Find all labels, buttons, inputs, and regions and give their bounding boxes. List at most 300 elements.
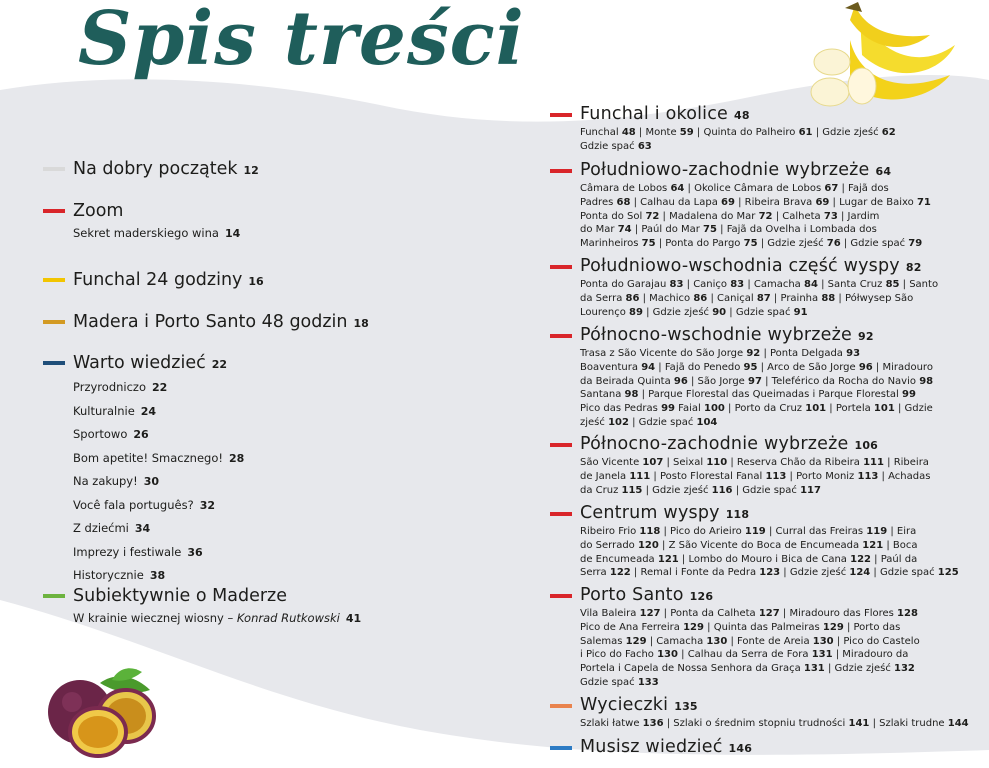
entry-label[interactable]: | Porto das [843, 621, 901, 633]
section-title: Wycieczki [580, 695, 669, 715]
toc-section[interactable] [73, 200, 240, 246]
entry-label[interactable]: | Caniço [683, 279, 731, 290]
page-number: 41 [345, 612, 362, 625]
page-number: 101 [805, 403, 827, 415]
subsection-item[interactable] [73, 222, 240, 246]
page-number: 141 [848, 718, 870, 729]
section-color-bar [43, 320, 65, 324]
entry-label[interactable]: | Miradouro das Flores [779, 608, 898, 619]
page-number: 106 [854, 439, 879, 452]
page-number: 99 [661, 403, 675, 415]
entry-line [580, 182, 931, 196]
page-number: 131 [811, 649, 833, 661]
entry-label[interactable]: | Ponta da Calheta [660, 608, 759, 619]
page-title: Spis treści [78, 0, 525, 82]
page-number: 94 [641, 361, 656, 373]
entry-label[interactable]: | Seixal [663, 457, 707, 468]
page-number: 102 [608, 416, 629, 428]
page-number: 118 [725, 508, 750, 521]
entry-label[interactable]: | Fajã da Ovelha i Lombada dos [716, 224, 877, 236]
toc-section[interactable] [73, 585, 361, 631]
page-number: 68 [616, 196, 631, 208]
section-heading[interactable] [73, 269, 264, 293]
subsection-item[interactable] [73, 470, 244, 494]
subsection-label: W krainie wiecznej wiosny – [73, 611, 237, 625]
page-number: 132 [894, 663, 915, 675]
section-heading[interactable] [73, 585, 361, 607]
page-number: 76 [826, 238, 841, 250]
page-number: 130 [812, 635, 834, 647]
entry-label[interactable]: de Encumeada [580, 553, 658, 565]
subsection-item[interactable] [73, 607, 361, 631]
page-number: 63 [637, 140, 652, 152]
page-number: 59 [679, 127, 694, 138]
page-number: 129 [625, 635, 647, 647]
entry-label[interactable]: | Ponta Delgada [760, 348, 847, 359]
toc-section[interactable] [73, 158, 259, 182]
entry-label[interactable]: Vila Baleira [580, 608, 640, 619]
entry-label[interactable]: Marinheiros [580, 238, 642, 250]
section-heading[interactable] [580, 737, 752, 759]
section-color-bar [43, 361, 65, 365]
page-number: 127 [758, 608, 780, 619]
entry-label[interactable]: | Porto Moniz [786, 470, 858, 482]
entry-label[interactable]: da Cruz [580, 484, 622, 496]
toc-section[interactable] [580, 325, 933, 430]
subsection-label: Sportowo [73, 427, 128, 441]
page-number: 127 [639, 608, 661, 619]
entry-label[interactable]: | Jardim [837, 210, 880, 222]
entry-line [580, 470, 930, 484]
page-number: 84 [804, 279, 818, 290]
page-number: 69 [815, 196, 830, 208]
entry-label[interactable]: Padres [580, 196, 617, 208]
page-number: 120 [637, 539, 659, 551]
page-number: 104 [696, 416, 718, 428]
page-number: 14 [224, 227, 241, 240]
entry-label[interactable]: | Gdzie zjeść [757, 238, 827, 250]
page-number: 115 [621, 484, 643, 496]
section-title: Południowo-zachodnie wybrzeże [580, 160, 870, 180]
author-name: Konrad Rutkowski [236, 611, 340, 625]
entry-line [580, 539, 959, 553]
entry-label[interactable]: Faial [674, 403, 704, 415]
page-number: 129 [822, 621, 844, 633]
page-number: 111 [629, 470, 651, 482]
section-title: Madera i Porto Santo 48 godzin [73, 312, 348, 332]
page-number: 36 [187, 545, 203, 559]
entry-label[interactable]: Gdzie spać [580, 676, 638, 688]
entry-label[interactable]: | Teleférico da Rocha do Navio [761, 375, 920, 387]
entry-label[interactable]: | Pico do Arieiro [660, 526, 745, 537]
entry-line [580, 237, 931, 251]
entry-line [580, 402, 933, 416]
page-number: 96 [673, 375, 688, 387]
page-number: 111 [863, 457, 884, 468]
page-number: 34 [134, 522, 151, 535]
entry-label[interactable]: do Serrado [580, 539, 638, 551]
page-number: 72 [758, 210, 773, 222]
section-heading[interactable] [73, 311, 369, 335]
entry-label[interactable]: Serra [580, 567, 610, 579]
entry-line [580, 621, 920, 635]
entry-label[interactable]: | Pico do Castelo [833, 635, 920, 647]
page-number: 116 [711, 484, 733, 496]
entry-label[interactable]: | Gdzie zjeść [824, 663, 895, 675]
toc-section[interactable] [73, 269, 264, 293]
entry-label[interactable]: | Camacha [744, 279, 804, 290]
entry-label[interactable]: | Miradouro da [832, 649, 909, 661]
page-number: 64 [875, 165, 892, 178]
page-number: 22 [152, 381, 168, 394]
section-title: Subiektywnie o Maderze [73, 586, 287, 606]
page-number: 146 [728, 742, 753, 755]
page-number: 125 [937, 567, 959, 579]
page-number: 64 [670, 183, 685, 194]
page-number: 113 [765, 470, 787, 482]
page-number: 67 [824, 183, 839, 194]
page-number: 121 [862, 539, 884, 551]
subsection-item[interactable] [73, 517, 244, 541]
section-heading[interactable] [73, 200, 240, 222]
subsection-item[interactable] [73, 376, 244, 400]
subsection-item[interactable] [73, 564, 244, 588]
entry-label[interactable]: | Gdzie spać [870, 567, 938, 579]
page-number: 82 [905, 261, 922, 274]
section-heading[interactable] [73, 352, 244, 376]
toc-section[interactable] [580, 160, 931, 251]
entry-label[interactable]: | Fajã dos [838, 183, 889, 194]
entry-label[interactable]: | Arco de São Jorge [757, 361, 859, 373]
page-number: 18 [353, 317, 369, 330]
page-number: 22 [211, 358, 228, 371]
entry-label[interactable]: i Pico do Facho [580, 649, 658, 661]
entry-label[interactable]: | Gdzie zjeść [642, 306, 713, 318]
entry-label[interactable]: do Mar [580, 224, 618, 236]
subsection-label: Na zakupy! [73, 474, 138, 488]
page-number: 96 [858, 361, 873, 373]
entry-label[interactable]: Pico de Ana Ferreira [580, 621, 684, 633]
section-title: Zoom [73, 201, 124, 221]
page-number: 117 [800, 484, 821, 496]
toc-section[interactable] [580, 585, 920, 690]
toc-section[interactable] [73, 311, 369, 335]
entry-label[interactable]: de Janela [580, 470, 630, 482]
page-number: 85 [885, 279, 900, 290]
entry-label[interactable]: | Półwysep São [835, 292, 914, 304]
entry-label[interactable]: | Gdzie spać [726, 306, 794, 318]
section-color-bar [550, 113, 572, 117]
page-number: 83 [730, 279, 745, 290]
entry-label[interactable]: Boaventura [580, 361, 642, 373]
page-number: 87 [756, 292, 771, 304]
toc-section[interactable] [73, 352, 244, 588]
entry-label[interactable]: | Remal i Fonte da Pedra [630, 567, 760, 579]
section-color-bar [550, 704, 572, 708]
subsection-label: Przyrodniczo [73, 380, 146, 394]
section-title: Warto wiedzieć [73, 353, 206, 373]
entry-line [580, 525, 959, 539]
page-number: 48 [621, 127, 636, 138]
entry-label[interactable]: Funchal [580, 127, 622, 138]
section-heading[interactable] [580, 325, 933, 347]
entry-label[interactable]: | Z São Vicente do Boca de Encumeada [658, 539, 863, 551]
page-number: 12 [243, 164, 259, 177]
entry-label[interactable]: | Gdzie spać [628, 416, 697, 428]
page-number: 98 [919, 375, 934, 387]
subsection-label: Bom apetite! Smacznego! [73, 450, 223, 465]
section-title: Porto Santo [580, 585, 684, 605]
entry-line [580, 292, 938, 306]
page-number: 95 [743, 361, 758, 373]
page-number: 24 [140, 404, 157, 418]
entry-label[interactable]: | Gdzie zjeść [812, 127, 882, 138]
section-color-bar [550, 512, 572, 516]
entry-label[interactable]: | Curral das Freiras [765, 526, 867, 537]
subsection-item[interactable] [73, 400, 244, 424]
page-number: 75 [743, 238, 758, 250]
section-heading[interactable] [580, 434, 930, 456]
toc-section[interactable] [580, 434, 930, 497]
section-title: Musisz wiedzieć [580, 737, 723, 757]
section-heading[interactable] [73, 158, 259, 182]
entry-label[interactable]: | Lugar de Baixo [829, 196, 917, 208]
entry-label[interactable]: | Miradouro [872, 361, 933, 373]
entry-label[interactable]: Pico das Pedras [580, 403, 662, 415]
section-color-bar [550, 265, 572, 269]
section-color-bar [43, 209, 65, 213]
entry-label[interactable]: Ponta do Garajau [580, 279, 670, 290]
entry-label[interactable]: da Serra [580, 292, 626, 304]
toc-section[interactable] [580, 104, 896, 154]
entry-label[interactable]: | Madalena do Mar [659, 210, 759, 222]
page-number: 122 [609, 567, 631, 579]
section-title: Północno-zachodnie wybrzeże [580, 434, 849, 454]
page-number: 131 [803, 663, 825, 675]
page-number: 119 [744, 526, 766, 537]
page-number: 91 [793, 306, 808, 318]
entry-label[interactable]: | Eira [887, 526, 917, 537]
entry-line [580, 635, 920, 649]
entry-label[interactable]: Ribeiro Frio [580, 526, 640, 537]
entry-line [580, 126, 896, 140]
section-heading[interactable] [580, 585, 920, 607]
entry-label[interactable]: | Fajã do Penedo [655, 361, 744, 373]
entry-label[interactable]: | Posto Florestal Fanal [650, 470, 766, 482]
entry-line [580, 223, 931, 237]
page-number: 61 [798, 127, 813, 138]
section-title: Północno-wschodnie wybrzeże [580, 325, 852, 345]
entry-label[interactable]: | Ponta do Pargo [655, 238, 744, 250]
page-number: 123 [759, 567, 781, 579]
page-number: 128 [897, 608, 918, 619]
page-number: 100 [704, 403, 725, 415]
entry-line [580, 140, 896, 154]
entry-label[interactable]: Câmara de Lobos [580, 183, 671, 194]
entry-line [580, 648, 920, 662]
entry-label[interactable]: | Boca [883, 539, 918, 551]
page-number: 62 [881, 127, 896, 138]
page-number: 126 [689, 590, 714, 603]
page-number: 99 [902, 389, 916, 401]
page-number: 32 [199, 498, 215, 512]
entry-label[interactable]: | Quinta do Palheiro [693, 127, 799, 138]
entry-label[interactable]: Salemas [580, 635, 626, 647]
entry-label[interactable]: | Gdzie spać [840, 238, 909, 250]
subsection-label: Sekret maderskiego wina [73, 226, 219, 240]
page-number: 98 [624, 389, 639, 401]
subsection-item[interactable] [73, 494, 244, 518]
entry-label[interactable]: | Achadas [878, 470, 931, 482]
entry-line [580, 662, 920, 676]
page-number: 90 [712, 306, 727, 318]
toc-section[interactable] [580, 695, 969, 731]
entry-label[interactable]: | Paúl do Mar [631, 224, 704, 236]
page-number: 130 [706, 635, 728, 647]
entry-line [580, 361, 933, 375]
entry-label[interactable]: Lourenço [580, 306, 630, 318]
entry-label[interactable]: Trasa z São Vicente do São Jorge [580, 348, 747, 359]
entry-label[interactable]: | Lombo do Mouro i Bica de Cana [678, 553, 851, 565]
entry-line [580, 553, 959, 567]
section-heading[interactable] [580, 503, 959, 525]
entry-label[interactable]: | São Jorge [687, 375, 749, 387]
page-number: 101 [873, 403, 895, 415]
entry-label[interactable]: Ponta do Sol [580, 210, 646, 222]
page-number: 92 [746, 348, 761, 359]
entry-line [580, 456, 930, 470]
page-number: 97 [748, 375, 762, 387]
page-number: 110 [706, 457, 728, 468]
page-number: 73 [823, 210, 838, 222]
entry-label[interactable]: | Gdzie spać [732, 484, 801, 496]
page-number: 124 [849, 567, 871, 579]
entry-line [580, 566, 959, 580]
entry-label[interactable]: | Gdzie zjeść [780, 567, 850, 579]
entry-label[interactable]: | Calhau da Serra de Fora [677, 649, 812, 661]
section-title: Centrum wyspy [580, 503, 720, 523]
entry-label[interactable]: | Caniçal [707, 292, 757, 304]
entry-label[interactable]: | Paúl da [871, 553, 918, 565]
subsection-label: Kulturalnie [73, 403, 135, 418]
page-number: 28 [228, 451, 245, 465]
entry-label[interactable]: Santana [580, 389, 625, 401]
entry-label[interactable]: | Portela [826, 403, 874, 415]
page-number: 75 [703, 224, 717, 236]
entry-label[interactable]: | Santo [899, 279, 939, 290]
page-number: 48 [734, 109, 750, 122]
entry-line [580, 375, 933, 389]
section-title: Na dobry początek [73, 159, 238, 179]
entry-label[interactable]: | Gdzie [894, 403, 933, 415]
section-heading[interactable] [580, 695, 969, 717]
entry-label[interactable]: | Reserva Chão da Ribeira [727, 457, 864, 468]
page-number: 16 [248, 275, 264, 288]
entry-line [580, 196, 931, 210]
entry-label[interactable]: Szlaki łatwe [580, 718, 643, 729]
section-color-bar [550, 443, 572, 447]
entry-label[interactable]: | Okolice Câmara de Lobos [684, 183, 825, 194]
toc-section[interactable] [580, 256, 938, 319]
page-number: 74 [617, 224, 632, 236]
entry-label[interactable]: | Quinta das Palmeiras [703, 621, 823, 633]
toc-section[interactable] [580, 737, 752, 759]
entry-label[interactable]: | Monte [635, 127, 680, 138]
page-number: 92 [857, 330, 874, 343]
page-number: 130 [657, 649, 678, 661]
entry-label[interactable]: da Beirada Quinta [580, 375, 674, 387]
subsection-item[interactable] [73, 541, 244, 565]
entry-label[interactable]: | Prainha [770, 292, 822, 304]
section-color-bar [43, 167, 65, 171]
section-color-bar [550, 594, 572, 598]
entry-label[interactable]: | Porto da Cruz [724, 403, 806, 415]
page-number: 88 [821, 292, 836, 304]
entry-label[interactable]: | Szlaki o średnim stopniu trudności [663, 718, 849, 729]
entry-label[interactable]: Portela i Capela de Nossa Senhora da Graça [580, 663, 804, 675]
entry-label[interactable]: São Vicente [580, 457, 643, 468]
page-number: 86 [693, 292, 708, 304]
page-number: 136 [642, 718, 664, 729]
entry-label[interactable]: | Ribeira [883, 457, 929, 468]
section-color-bar [43, 278, 65, 282]
entry-label[interactable]: | Calheta [772, 210, 824, 222]
section-color-bar [550, 746, 572, 750]
page-number: 144 [947, 718, 969, 729]
page-number: 133 [637, 676, 659, 688]
page-number: 86 [625, 292, 640, 304]
subsection-label: Z dziećmi [73, 521, 129, 535]
entry-label[interactable]: Gdzie spać [580, 140, 638, 152]
section-heading[interactable] [580, 104, 896, 126]
entry-label[interactable]: | Szlaki trudne [869, 718, 948, 729]
section-heading[interactable] [580, 160, 931, 182]
subsection-item[interactable] [73, 423, 244, 447]
entry-label[interactable]: zjeść [580, 416, 609, 428]
entry-label[interactable]: | Parque Florestal das Queimadas i Parque Florestal [638, 389, 902, 401]
toc-section[interactable] [580, 503, 959, 580]
entry-label[interactable]: | Camacha [646, 635, 707, 647]
entry-label[interactable]: | Ribeira Brava [734, 196, 816, 208]
entry-line [580, 416, 933, 430]
page-number: 72 [645, 210, 660, 222]
section-color-bar [550, 169, 572, 173]
page-number: 118 [639, 526, 661, 537]
entry-label[interactable]: | Santa Cruz [817, 279, 886, 290]
page-number: 107 [642, 457, 664, 468]
subsection-label: Historycznie [73, 568, 144, 582]
subsection-item[interactable] [73, 447, 244, 471]
entry-line [580, 278, 938, 292]
page-number: 121 [657, 553, 679, 565]
entry-label[interactable]: | Calhau da Lapa [630, 196, 722, 208]
entry-line [580, 484, 930, 498]
entry-label[interactable]: | Machico [639, 292, 694, 304]
entry-line [580, 347, 933, 361]
section-heading[interactable] [580, 256, 938, 278]
page-number: 113 [857, 470, 879, 482]
section-color-bar [550, 334, 572, 338]
page-number: 83 [669, 279, 684, 290]
entry-label[interactable]: | Gdzie zjeść [642, 484, 712, 496]
entry-label[interactable]: | Fonte de Areia [727, 635, 813, 647]
page-number: 26 [133, 428, 149, 441]
entry-line [580, 388, 933, 402]
subsection-label: Você fala português? [73, 497, 194, 512]
page-number: 119 [866, 526, 888, 537]
page-number: 38 [149, 569, 166, 582]
page-number: 79 [908, 238, 923, 250]
